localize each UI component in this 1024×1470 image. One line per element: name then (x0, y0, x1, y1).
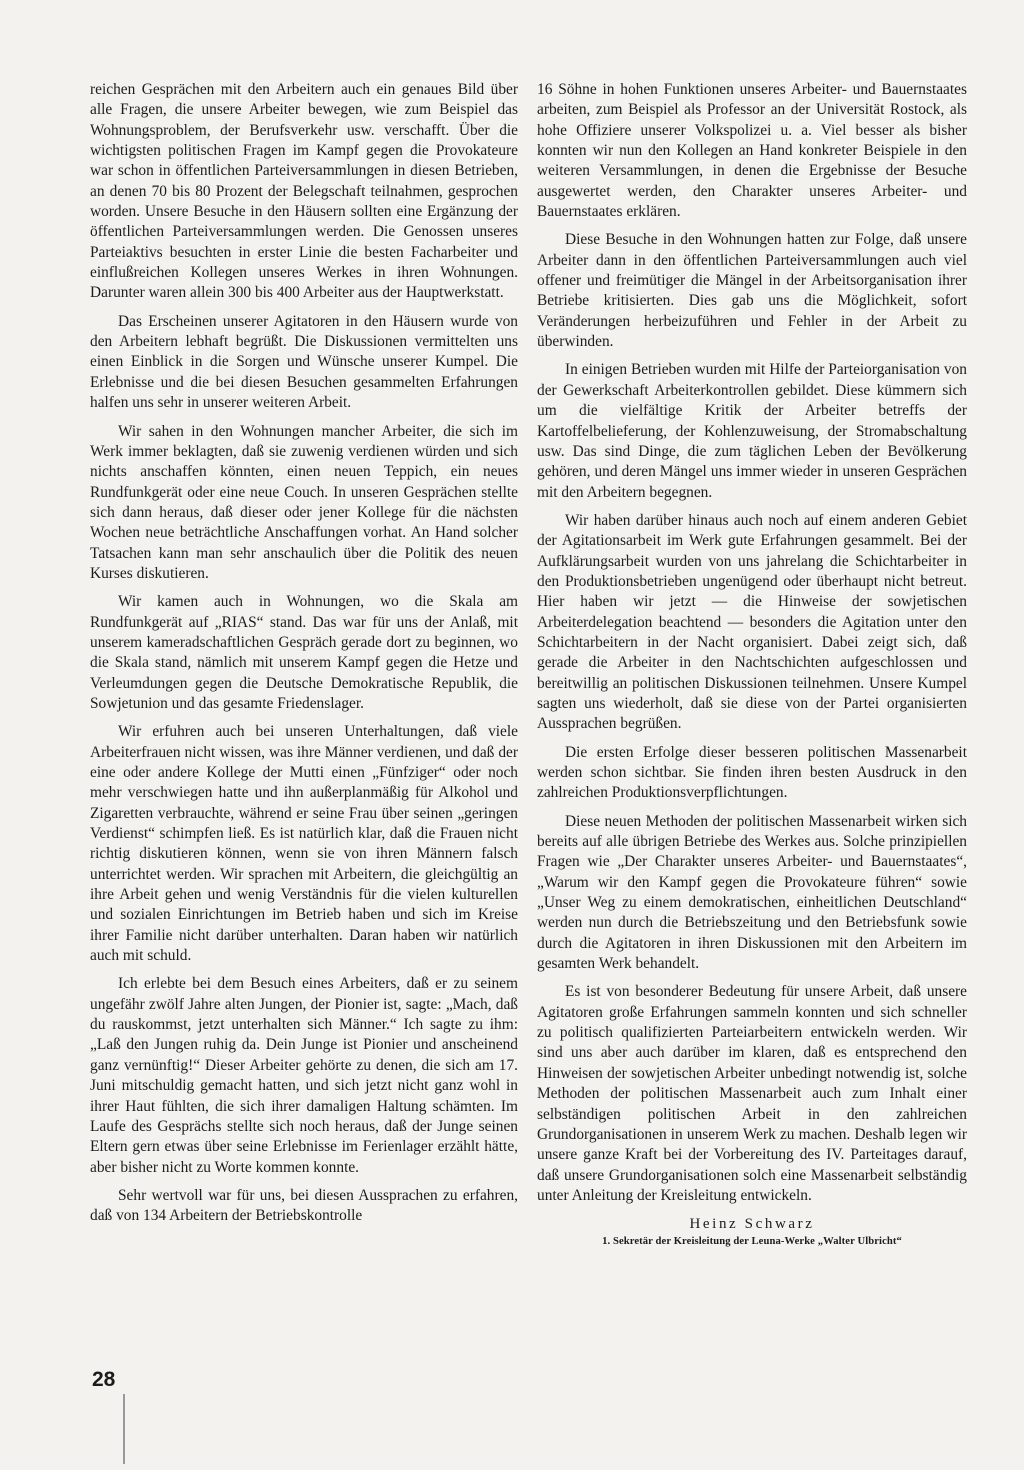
paragraph: In einigen Betrieben wurden mit Hilfe der Parteiorganisation von der Gewerkschaft Arbeiterkontrollen gebildet. Diese kümmern sich um die vielfältige Kritik der Arbeiter betreffs der Kartoffelbelieferung, der Kohlenzuweisung, der Stromabschaltung usw. Das sind Dinge, die zum täglichen Leben der Bevölkerung gehören, und deren Mängel uns immer wieder in unseren Gesprächen mit den Arbeitern begegnen. (537, 361, 967, 501)
paragraph: Diese neuen Methoden der politischen Massenarbeit wirken sich bereits auf alle übrigen Betriebe des Werkes aus. Solche prinzipiellen Fragen wie „Der Charakter unseres Arbeiter- und Bauernstaates“, „Warum wir den Kampf gegen die Provokateure führen“ sowie „Unser Weg zu einem demokratischen, einheitlichen Deutschland“ werden nun durch die Betriebszeitung und den Betriebsfunk sowie durch die Agitatoren in ihren Diskussionen mit den Arbeitern im gesamten Werk behandelt. (537, 812, 967, 973)
paragraph: reichen Gesprächen mit den Arbeitern auch ein genaues Bild über alle Fragen, die unsere Arbeiter bewegen, wie zum Beispiel das Wohnungsproblem, der Berufsverkehr usw. verschafft. Über die wichtigsten politischen Fragen im Kampf gegen die Provokateure war schon in öffentlichen Parteiversammlungen in diesen Betrieben, an denen 70 bis 80 Prozent der Belegschaft teilnahmen, gesprochen worden. Unsere Besuche in den Häusern sollten eine Ergänzung der öffentlichen Parteiversammlungen werden. Die Genossen unseres Parteiaktivs besuchten in erster Linie die besten Facharbeiter und einflußreichen Kollegen unseres Werkes in ihren Wohnungen. Darunter waren allein 300 bis 400 Arbeiter aus der Hauptwerkstatt. (90, 81, 518, 302)
author-name: Heinz Schwarz (689, 1216, 815, 1233)
author-signature (537, 1214, 967, 1250)
paragraph: Wir kamen auch in Wohnungen, wo die Skala am Rundfunkgerät auf „RIAS“ stand. Das war für uns der Anlaß, mit unserem kameradschaftlichen Gespräch gerade dort zu beginnen, wo die Skala stand, nämlich mit unserem Kampf gegen die Hetze und Verleumdungen gegen die Deutsche Demokratische Republik, die Sowjetunion und das gesamte Friedenslager. (90, 593, 518, 712)
paragraph: Wir erfuhren auch bei unseren Unterhaltungen, daß viele Arbeiterfrauen nicht wissen, was ihre Männer verdienen, und daß der eine oder andere Kollege der Mutti einen „Fünfziger“ oder noch mehr verschwiegen hatte und ihn außerplanmäßig für Alkohol und Zigaretten verbrauchte, während er seine Frau über seinen „geringen Verdienst“ schimpfen ließ. Es ist natürlich klar, daß die Frauen nicht richtig diskutieren können, wenn sie von ihren Männern falsch unterrichtet werden. Wir sprachen mit Arbeitern, die gleichgültig an ihre Arbeit gehen und wenig Verständnis für die vielen kulturellen und sozialen Einrichtungen im Betrieb haben und sich im Kreise ihrer Familie nicht darüber unterhalten. Daran haben wir natürlich auch mit schuld. (90, 723, 518, 965)
page-number: 28 (92, 1368, 116, 1391)
paragraph: Wir sahen in den Wohnungen mancher Arbeiter, die sich im Werk immer beklagten, daß sie zuwenig verdienen würden und sich nichts anschaffen könnten, einen neuen Teppich, ein neues Rundfunkgerät oder eine neue Couch. In unseren Gesprächen stellte sich dann heraus, daß dieser oder jener Kollege für die nächsten Wochen neue beträchtliche Anschaffungen vorhat. An Hand solcher Tatsachen kann man sehr anschaulich über die Politik des neuen Kurses diskutieren. (90, 422, 518, 582)
paragraph: 16 Söhne in hohen Funktionen unseres Arbeiter- und Bauernstaates arbeiten, zum Beispiel als Professor an der Universität Rostock, als hohe Offiziere unserer Volkspolizei u. a. Viel besser als bisher konnten wir nun den Kollegen an Hand konkreter Beispiele in den weiteren Versammlungen, in denen die Ergebnisse der Besuche ausgewertet werden, den Charakter unseres Arbeiter- und Bauernstaates erklären. (537, 81, 967, 221)
paragraph: Sehr wertvoll war für uns, bei diesen Aussprachen zu erfahren, daß von 134 Arbeitern der Betriebskontrolle (90, 1186, 518, 1225)
author-role: 1. Sekretär der Kreisleitung der Leuna-Werke „Walter Ulbricht“ (602, 1236, 902, 1248)
paragraph: Diese Besuche in den Wohnungen hatten zur Folge, daß unsere Arbeiter dann in den öffentlichen Parteiversammlungen auch viel offener und freimütiger die Mängel in der Arbeitsorganisation ihrer Betriebe kritisierten. Dies gab uns die Möglichkeit, sofort Veränderungen herbeizuführen und Fehler in der Arbeit zu überwinden. (537, 231, 967, 351)
paragraph: Wir haben darüber hinaus auch noch auf einem anderen Gebiet der Agitationsarbeit im Werk gute Erfahrungen gesammelt. Bei der Aufklärungsarbeit wurden von uns jahrelang die Schichtarbeiter in den Produktionsbetrieben ungenügend oder überhaupt nicht betreut. Hier haben wir jetzt — die Hinweise der sowjetischen Arbeiterdelegation beachtend — besonders die Agitation unter den Schichtarbeitern in der Nacht organisiert. Dabei zeigt sich, daß gerade die Arbeiter in den Nachtschichten aufgeschlossen und bereitwillig an politischen Diskussionen teilnehmen. Unsere Kumpel sagten uns wiederholt, daß sie diese von der Partei organisierten Aussprachen begrüßen. (537, 511, 967, 733)
scan-mark (123, 1394, 125, 1464)
paragraph: Ich erlebte bei dem Besuch eines Arbeiters, daß er zu seinem ungefähr zwölf Jahre alten Jungen, der Pionier ist, sagte: „Mach, daß du rauskommst, jetzt unterhalten sich Männer.“ Ich sagte zu ihm: „Laß den Jungen ruhig da. Dein Junge ist Pionier und anscheinend ganz vernünftig!“ Dieser Arbeiter gehörte zu denen, die sich am 17. Juni mitschuldig gemacht hatten, und sich jetzt nicht ganz wohl in ihrer Haut fühlten, die sich ihrer damaligen Haltung schämten. Im Laufe des Gesprächs stellte sich noch heraus, daß der Junge seinen Eltern gern etwas über seine Erlebnisse im Ferienlager erzählt hätte, aber bisher nicht zu Worte kommen konnte. (90, 975, 518, 1176)
paragraph: Das Erscheinen unserer Agitatoren in den Häusern wurde von den Arbeitern lebhaft begrüßt. Die Diskussionen vermittelten uns einen Einblick in die Sorgen und Wünsche unserer Kumpel. Die Erlebnisse und die bei diesen Besuchen gesammelten Erfahrungen halfen uns sehr in unserer weiteren Arbeit. (90, 312, 518, 412)
right-column (537, 80, 967, 1250)
paragraph: Es ist von besonderer Bedeutung für unsere Arbeit, daß unsere Agitatoren große Erfahrungen sammeln konnten und sich schneller zu politisch qualifizierten Parteiarbeitern entwickeln werden. Wir sind uns aber auch darüber im klaren, daß es entsprechend den Hinweisen der sowjetischen Arbeiter unbedingt notwendig ist, solche Methoden der politischen Massenarbeit auch zum Inhalt einer selbständigen politischen Arbeit in den zahlreichen Grundorganisationen in unserem Werk zu machen. Deshalb legen wir unsere ganze Kraft bei der Vorbereitung des IV. Parteitages darauf, daß unsere Grundorganisationen solch eine Massenarbeit selbständig unter Anleitung der Kreisleitung entwickeln. (537, 983, 967, 1204)
paragraph: Die ersten Erfolge dieser besseren politischen Massenarbeit werden schon sichtbar. Sie finden ihren besten Ausdruck in den zahlreichen Produktionsverpflichtungen. (537, 743, 967, 802)
left-column (90, 80, 518, 1235)
